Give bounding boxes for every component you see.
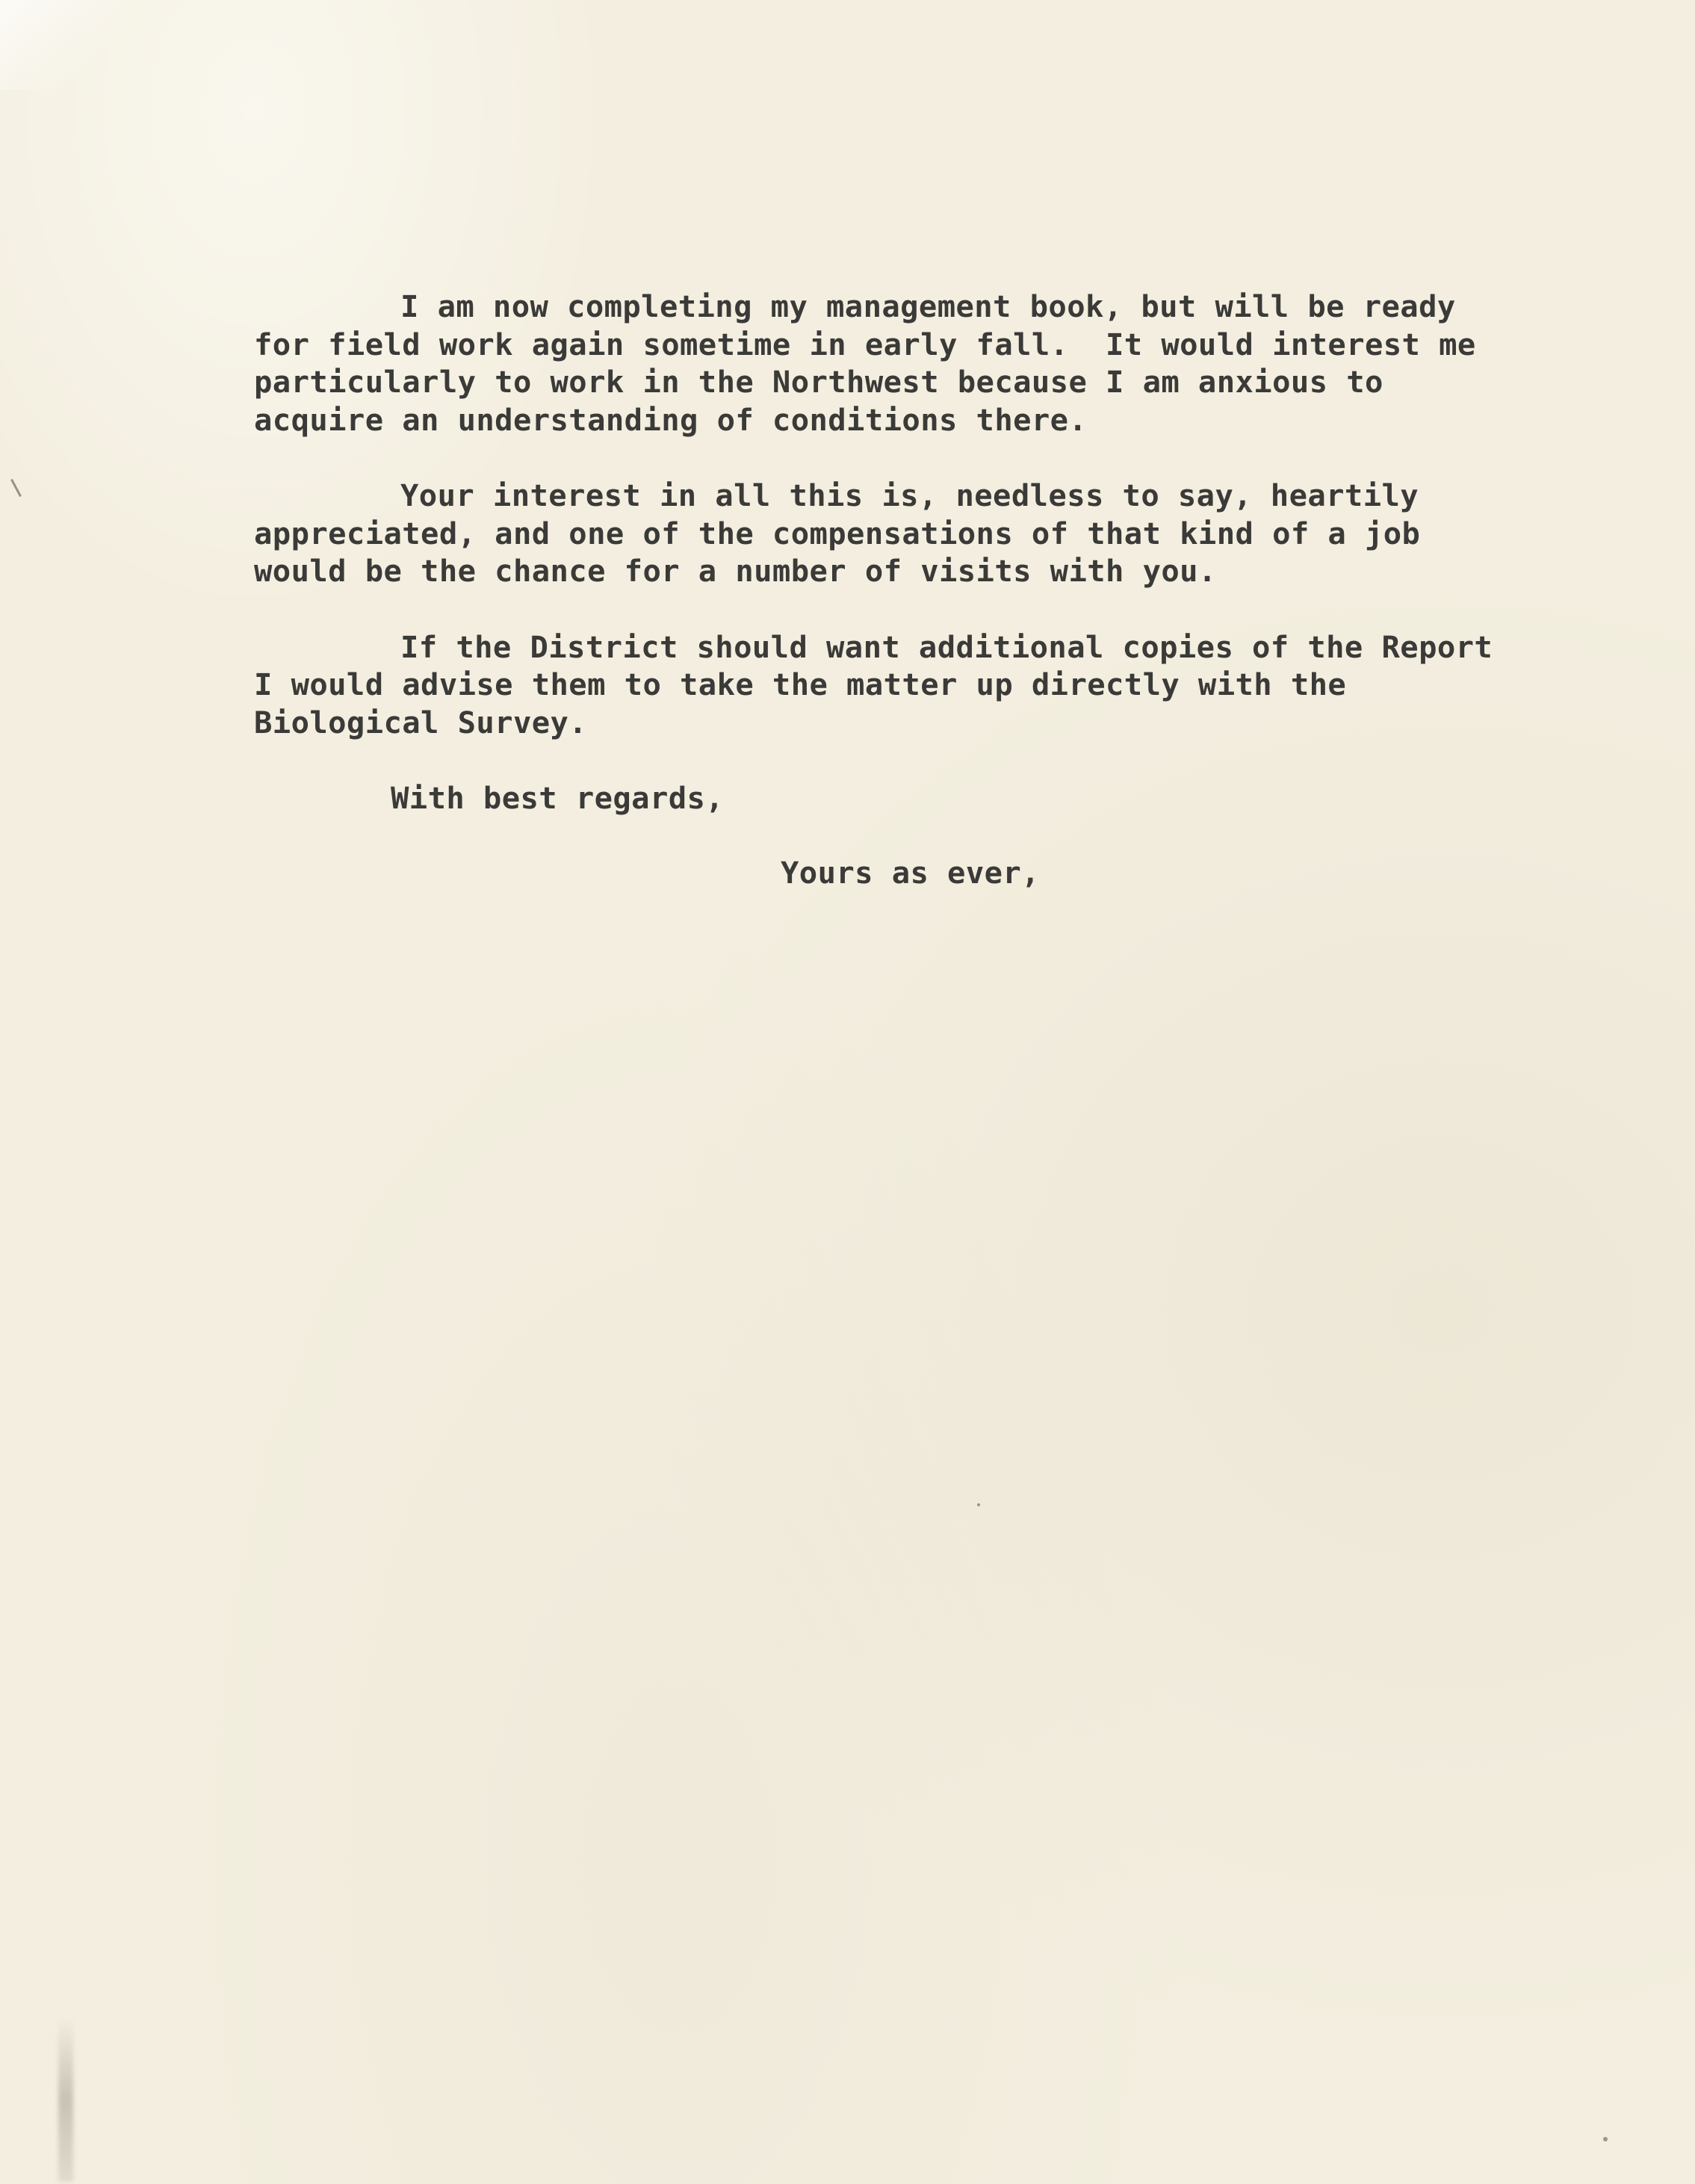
paragraph-2: [254, 477, 1524, 590]
paragraph-line: acquire an understanding of conditions there.: [254, 401, 1088, 438]
edge-smudge: [58, 2017, 73, 2182]
paragraph-line: for field work again sometime in early fall. It would interest me: [254, 326, 1476, 362]
speck: [977, 1503, 980, 1506]
paragraph-1: [254, 288, 1524, 439]
paragraph-line: appreciated, and one of the compensations of that kind of a job: [254, 515, 1421, 551]
paragraph-3: [254, 628, 1524, 742]
paragraph-line: particularly to work in the Northwest because I am anxious to: [254, 364, 1383, 400]
paragraph-line: Your interest in all this is, needless to say, heartily: [400, 477, 1419, 513]
letter-body: [254, 288, 1524, 891]
paragraph-line: Biological Survey.: [254, 704, 588, 740]
paragraph-line: would be the chance for a number of visits with you.: [254, 553, 1217, 589]
speck: [1603, 2137, 1608, 2141]
closing-line: With best regards,: [391, 780, 725, 816]
paragraph-line: If the District should want additional copies of the Report: [400, 628, 1493, 665]
signoff-line: Yours as ever,: [781, 855, 1040, 891]
edge-mark: [10, 479, 22, 497]
paper-crease: [0, 0, 134, 90]
paragraph-line: I am now completing my management book, but will be ready: [400, 288, 1456, 324]
paragraph-line: I would advise them to take the matter up directly with the: [254, 666, 1347, 702]
